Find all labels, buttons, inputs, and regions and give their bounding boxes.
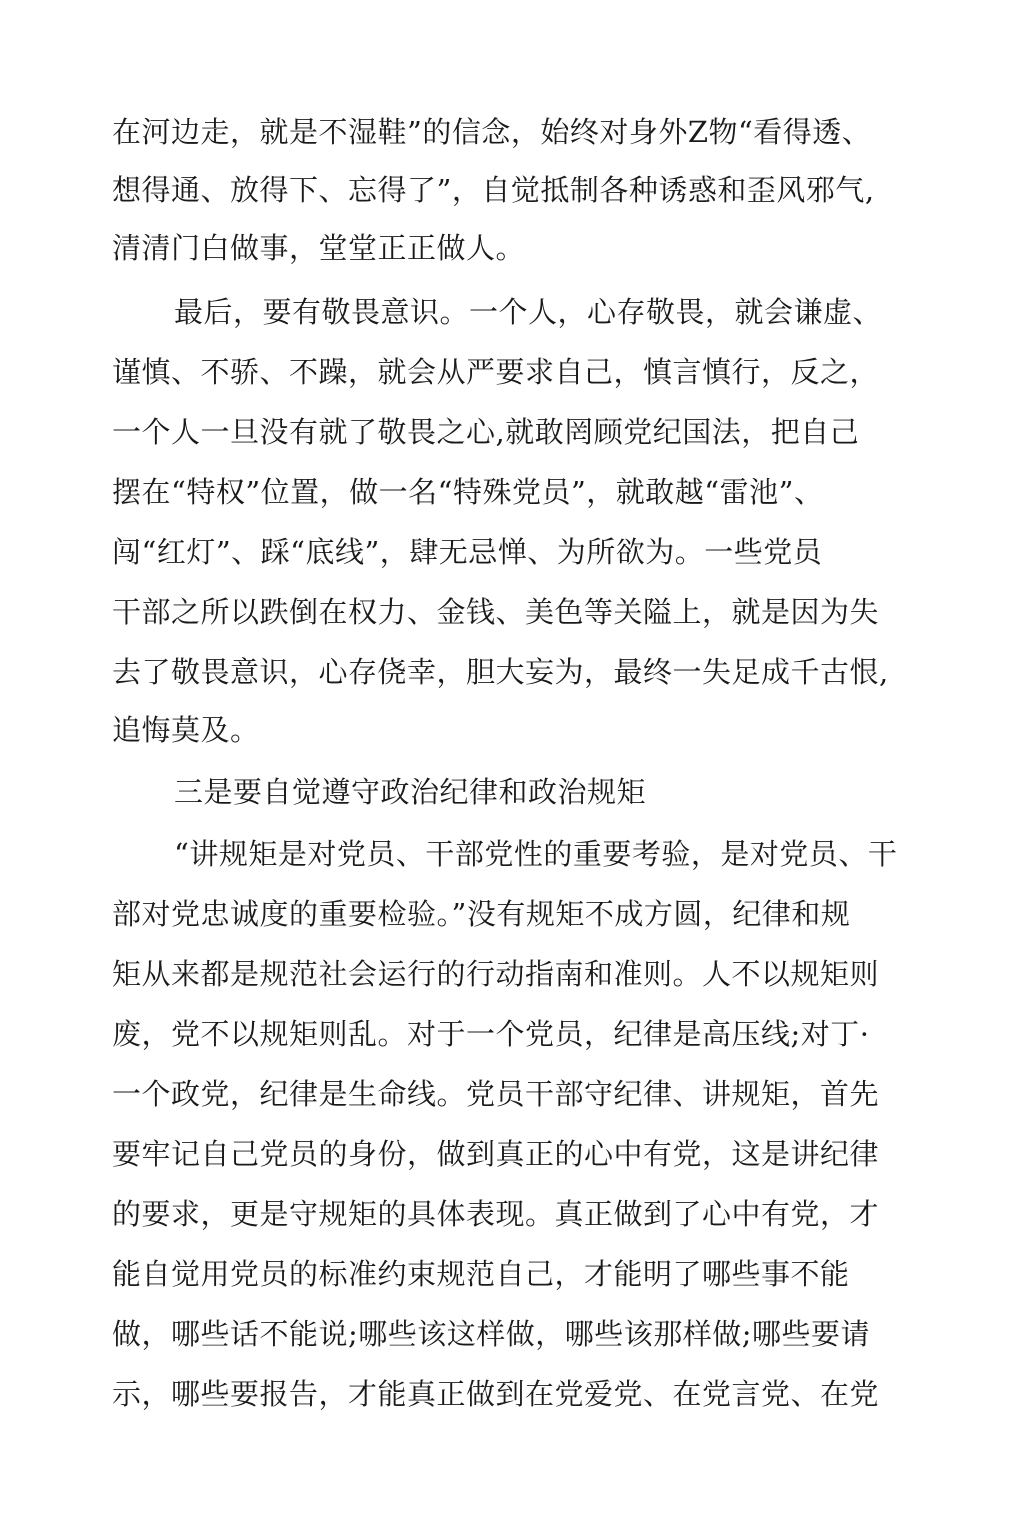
paragraph-line: 最后，要有敬畏意识。一个人，心存敬畏，就会谦虚、 — [174, 295, 883, 329]
paragraph-line: 摆在“特权”位置，做一名“特殊党员”，就敢越“雷池”、 — [112, 475, 824, 509]
paragraph-line: 闯“红灯”、踩“底线”，肆无忌惮、为所欲为。一些党员 — [112, 535, 823, 569]
paragraph-line: 示，哪些要报告，才能真正做到在党爱党、在党言党、在党 — [112, 1377, 880, 1411]
paragraph-line: 谨慎、不骄、不躁，就会从严要求自己，慎言慎行，反之， — [112, 355, 880, 389]
paragraph-line: 清清门白做事，堂堂正正做人。 — [112, 231, 526, 265]
paragraph-line: 在河边走，就是不湿鞋”的信念，始终对身外Z物“看得透、 — [112, 115, 872, 149]
paragraph-line: 一个政党，纪律是生命线。党员干部守纪律、讲规矩，首先 — [112, 1077, 880, 1111]
paragraph-line: 要牢记自己党员的身份，做到真正的心中有党，这是讲纪律 — [112, 1137, 880, 1171]
paragraph-line: 想得通、放得下、忘得了”，自觉抵制各种诱惑和歪风邪气, — [112, 173, 875, 207]
paragraph-line: 干部之所以跌倒在权力、金钱、美色等关隘上，就是因为失 — [112, 595, 880, 629]
paragraph-line: 废，党不以规矩则乱。对于一个党员，纪律是高压线;对丁· — [112, 1017, 870, 1051]
paragraph-line: 去了敬畏意识，心存侥幸，胆大妄为，最终一失足成千古恨, — [112, 655, 889, 689]
section-heading: 三是要自觉遵守政治纪律和政治规矩 — [174, 775, 647, 809]
paragraph-line: 做，哪些话不能说;哪些该这样做，哪些该那样做;哪些要请 — [112, 1317, 871, 1351]
paragraph-line: 一个人一旦没有就了敬畏之心,就敢罔顾党纪国法，把自己 — [112, 415, 860, 449]
paragraph-line: 能自觉用党员的标准约束规范自己，才能明了哪些事不能 — [112, 1257, 850, 1291]
paragraph-line: 追悔莫及。 — [112, 713, 260, 747]
paragraph-line: 的要求，更是守规矩的具体表现。真正做到了心中有党，才 — [112, 1197, 880, 1231]
paragraph-line: 部对党忠诚度的重要检验。”没有规矩不成方圆，纪律和规 — [112, 897, 851, 931]
paragraph-line: “讲规矩是对党员、干部党性的重要考验，是对党员、干 — [174, 837, 898, 871]
paragraph-line: 矩从来都是规范社会运行的行动指南和准则。人不以规矩则 — [112, 957, 880, 991]
